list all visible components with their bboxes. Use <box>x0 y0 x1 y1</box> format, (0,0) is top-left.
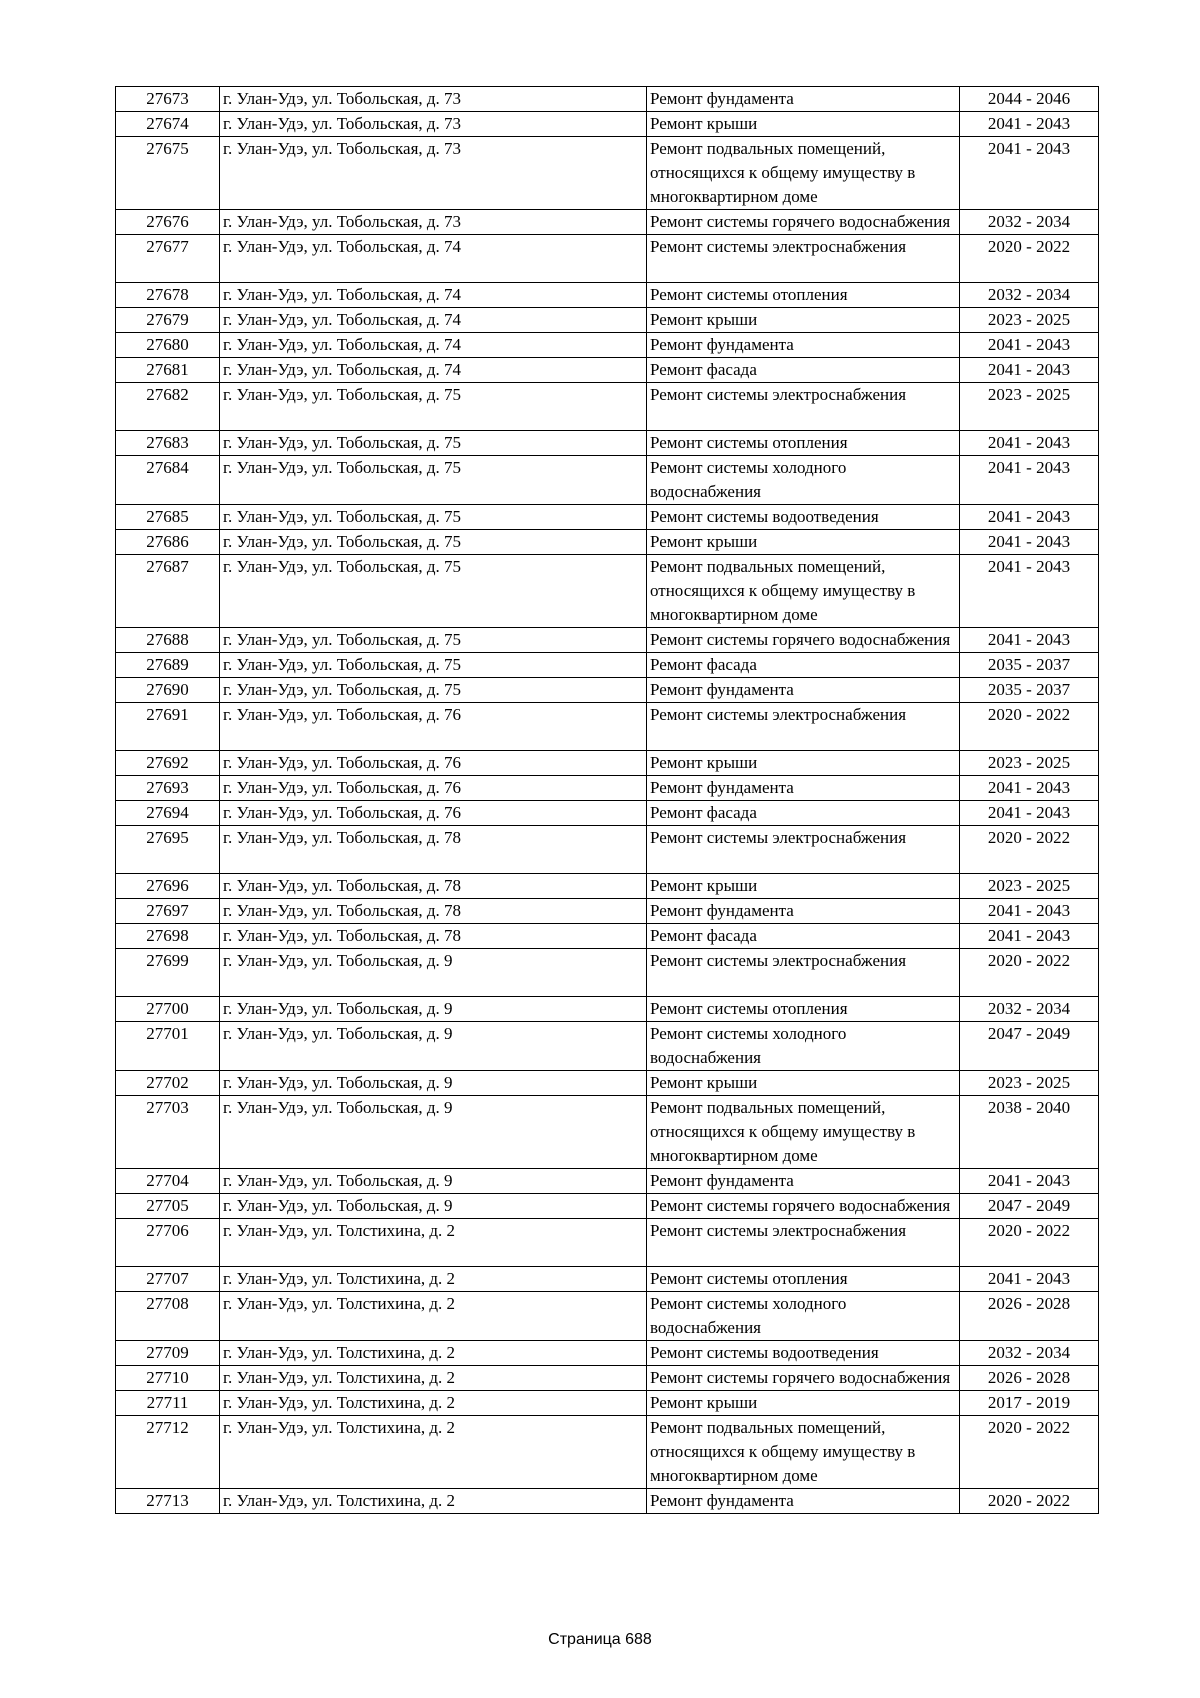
table-row <box>116 1416 1099 1489</box>
row-number-cell: 27681 <box>116 358 220 383</box>
period-cell: 2044 - 2046 <box>960 87 1099 112</box>
period-cell: 2047 - 2049 <box>960 1022 1099 1071</box>
address-cell: г. Улан-Удэ, ул. Тобольская, д. 73 <box>220 112 647 137</box>
row-number-cell: 27705 <box>116 1194 220 1219</box>
table-row <box>116 1169 1099 1194</box>
row-number-cell: 27674 <box>116 112 220 137</box>
table-row <box>116 333 1099 358</box>
work-type-cell: Ремонт подвальных помещений, относящихся к общему имуществу в многоквартирном доме <box>647 1416 960 1489</box>
work-type-cell: Ремонт фундамента <box>647 1489 960 1514</box>
table-row <box>116 776 1099 801</box>
row-number-cell: 27713 <box>116 1489 220 1514</box>
address-cell: г. Улан-Удэ, ул. Тобольская, д. 78 <box>220 924 647 949</box>
address-cell: г. Улан-Удэ, ул. Толстихина, д. 2 <box>220 1416 647 1489</box>
table-row <box>116 1096 1099 1169</box>
row-number-cell: 27692 <box>116 751 220 776</box>
period-cell: 2041 - 2043 <box>960 555 1099 628</box>
row-number-cell: 27680 <box>116 333 220 358</box>
work-type-cell: Ремонт фундамента <box>647 87 960 112</box>
address-cell: г. Улан-Удэ, ул. Тобольская, д. 74 <box>220 283 647 308</box>
period-cell: 2041 - 2043 <box>960 1169 1099 1194</box>
row-number-cell: 27696 <box>116 874 220 899</box>
address-cell: г. Улан-Удэ, ул. Тобольская, д. 73 <box>220 137 647 210</box>
address-cell: г. Улан-Удэ, ул. Тобольская, д. 76 <box>220 801 647 826</box>
table-row <box>116 1489 1099 1514</box>
work-type-cell: Ремонт системы отопления <box>647 1267 960 1292</box>
address-cell: г. Улан-Удэ, ул. Тобольская, д. 74 <box>220 308 647 333</box>
period-cell: 2032 - 2034 <box>960 997 1099 1022</box>
table-row <box>116 137 1099 210</box>
work-type-cell: Ремонт системы электроснабжения <box>647 383 960 431</box>
row-number-cell: 27712 <box>116 1416 220 1489</box>
work-type-cell: Ремонт системы горячего водоснабжения <box>647 210 960 235</box>
period-cell: 2023 - 2025 <box>960 874 1099 899</box>
period-cell: 2041 - 2043 <box>960 431 1099 456</box>
period-cell: 2023 - 2025 <box>960 1071 1099 1096</box>
table-row <box>116 431 1099 456</box>
table-row <box>116 1267 1099 1292</box>
work-type-cell: Ремонт системы отопления <box>647 431 960 456</box>
period-cell: 2041 - 2043 <box>960 456 1099 505</box>
work-type-cell: Ремонт системы водоотведения <box>647 1341 960 1366</box>
work-type-cell: Ремонт крыши <box>647 751 960 776</box>
work-type-cell: Ремонт подвальных помещений, относящихся к общему имуществу в многоквартирном доме <box>647 1096 960 1169</box>
address-cell: г. Улан-Удэ, ул. Толстихина, д. 2 <box>220 1366 647 1391</box>
period-cell: 2020 - 2022 <box>960 949 1099 997</box>
row-number-cell: 27695 <box>116 826 220 874</box>
work-type-cell: Ремонт системы горячего водоснабжения <box>647 1366 960 1391</box>
address-cell: г. Улан-Удэ, ул. Тобольская, д. 75 <box>220 653 647 678</box>
row-number-cell: 27701 <box>116 1022 220 1071</box>
work-type-cell: Ремонт крыши <box>647 874 960 899</box>
period-cell: 2020 - 2022 <box>960 235 1099 283</box>
period-cell: 2035 - 2037 <box>960 653 1099 678</box>
work-type-cell: Ремонт фасада <box>647 653 960 678</box>
row-number-cell: 27704 <box>116 1169 220 1194</box>
address-cell: г. Улан-Удэ, ул. Толстихина, д. 2 <box>220 1341 647 1366</box>
period-cell: 2047 - 2049 <box>960 1194 1099 1219</box>
address-cell: г. Улан-Удэ, ул. Тобольская, д. 78 <box>220 899 647 924</box>
address-cell: г. Улан-Удэ, ул. Тобольская, д. 9 <box>220 1194 647 1219</box>
period-cell: 2041 - 2043 <box>960 137 1099 210</box>
work-type-cell: Ремонт крыши <box>647 1391 960 1416</box>
table-row <box>116 1194 1099 1219</box>
address-cell: г. Улан-Удэ, ул. Тобольская, д. 9 <box>220 1096 647 1169</box>
period-cell: 2041 - 2043 <box>960 801 1099 826</box>
period-cell: 2020 - 2022 <box>960 1219 1099 1267</box>
address-cell: г. Улан-Удэ, ул. Тобольская, д. 9 <box>220 997 647 1022</box>
address-cell: г. Улан-Удэ, ул. Толстихина, д. 2 <box>220 1219 647 1267</box>
row-number-cell: 27689 <box>116 653 220 678</box>
period-cell: 2041 - 2043 <box>960 899 1099 924</box>
period-cell: 2041 - 2043 <box>960 530 1099 555</box>
period-cell: 2038 - 2040 <box>960 1096 1099 1169</box>
address-cell: г. Улан-Удэ, ул. Тобольская, д. 74 <box>220 358 647 383</box>
address-cell: г. Улан-Удэ, ул. Тобольская, д. 75 <box>220 628 647 653</box>
period-cell: 2041 - 2043 <box>960 333 1099 358</box>
work-type-cell: Ремонт системы водоотведения <box>647 505 960 530</box>
table-row <box>116 505 1099 530</box>
table-row <box>116 1071 1099 1096</box>
work-type-cell: Ремонт системы холодного водоснабжения <box>647 456 960 505</box>
address-cell: г. Улан-Удэ, ул. Тобольская, д. 76 <box>220 776 647 801</box>
row-number-cell: 27700 <box>116 997 220 1022</box>
table-row <box>116 358 1099 383</box>
row-number-cell: 27699 <box>116 949 220 997</box>
table-row <box>116 555 1099 628</box>
table-row <box>116 210 1099 235</box>
work-type-cell: Ремонт системы отопления <box>647 283 960 308</box>
work-type-cell: Ремонт крыши <box>647 530 960 555</box>
table-row <box>116 87 1099 112</box>
address-cell: г. Улан-Удэ, ул. Тобольская, д. 78 <box>220 826 647 874</box>
address-cell: г. Улан-Удэ, ул. Тобольская, д. 9 <box>220 1169 647 1194</box>
address-cell: г. Улан-Удэ, ул. Толстихина, д. 2 <box>220 1489 647 1514</box>
work-type-cell: Ремонт подвальных помещений, относящихся к общему имуществу в многоквартирном доме <box>647 555 960 628</box>
row-number-cell: 27710 <box>116 1366 220 1391</box>
work-type-cell: Ремонт фасада <box>647 924 960 949</box>
row-number-cell: 27676 <box>116 210 220 235</box>
table-row <box>116 112 1099 137</box>
row-number-cell: 27694 <box>116 801 220 826</box>
table-row <box>116 1292 1099 1341</box>
address-cell: г. Улан-Удэ, ул. Тобольская, д. 74 <box>220 235 647 283</box>
address-cell: г. Улан-Удэ, ул. Тобольская, д. 75 <box>220 456 647 505</box>
table-row <box>116 308 1099 333</box>
period-cell: 2023 - 2025 <box>960 308 1099 333</box>
work-type-cell: Ремонт крыши <box>647 112 960 137</box>
table-row <box>116 1366 1099 1391</box>
period-cell: 2020 - 2022 <box>960 703 1099 751</box>
work-type-cell: Ремонт фасада <box>647 358 960 383</box>
row-number-cell: 27685 <box>116 505 220 530</box>
work-type-cell: Ремонт фундамента <box>647 776 960 801</box>
work-type-cell: Ремонт фундамента <box>647 333 960 358</box>
table-row <box>116 874 1099 899</box>
table-row <box>116 456 1099 505</box>
work-type-cell: Ремонт системы электроснабжения <box>647 949 960 997</box>
period-cell: 2032 - 2034 <box>960 1341 1099 1366</box>
row-number-cell: 27693 <box>116 776 220 801</box>
work-type-cell: Ремонт крыши <box>647 308 960 333</box>
repair-schedule-table <box>115 86 1099 1514</box>
address-cell: г. Улан-Удэ, ул. Тобольская, д. 9 <box>220 1071 647 1096</box>
table-row <box>116 949 1099 997</box>
work-type-cell: Ремонт системы электроснабжения <box>647 1219 960 1267</box>
period-cell: 2032 - 2034 <box>960 210 1099 235</box>
row-number-cell: 27690 <box>116 678 220 703</box>
work-type-cell: Ремонт фундамента <box>647 1169 960 1194</box>
row-number-cell: 27682 <box>116 383 220 431</box>
table-body <box>116 87 1099 1514</box>
table-row <box>116 1341 1099 1366</box>
table-row <box>116 383 1099 431</box>
table-row <box>116 1022 1099 1071</box>
period-cell: 2020 - 2022 <box>960 1489 1099 1514</box>
work-type-cell: Ремонт фундамента <box>647 899 960 924</box>
work-type-cell: Ремонт системы отопления <box>647 997 960 1022</box>
address-cell: г. Улан-Удэ, ул. Тобольская, д. 75 <box>220 555 647 628</box>
work-type-cell: Ремонт подвальных помещений, относящихся к общему имуществу в многоквартирном доме <box>647 137 960 210</box>
work-type-cell: Ремонт системы холодного водоснабжения <box>647 1022 960 1071</box>
row-number-cell: 27691 <box>116 703 220 751</box>
address-cell: г. Улан-Удэ, ул. Тобольская, д. 75 <box>220 678 647 703</box>
row-number-cell: 27688 <box>116 628 220 653</box>
row-number-cell: 27706 <box>116 1219 220 1267</box>
address-cell: г. Улан-Удэ, ул. Тобольская, д. 9 <box>220 949 647 997</box>
address-cell: г. Улан-Удэ, ул. Тобольская, д. 78 <box>220 874 647 899</box>
row-number-cell: 27679 <box>116 308 220 333</box>
address-cell: г. Улан-Удэ, ул. Тобольская, д. 75 <box>220 383 647 431</box>
period-cell: 2023 - 2025 <box>960 751 1099 776</box>
address-cell: г. Улан-Удэ, ул. Тобольская, д. 75 <box>220 431 647 456</box>
address-cell: г. Улан-Удэ, ул. Толстихина, д. 2 <box>220 1391 647 1416</box>
row-number-cell: 27698 <box>116 924 220 949</box>
row-number-cell: 27683 <box>116 431 220 456</box>
work-type-cell: Ремонт системы горячего водоснабжения <box>647 628 960 653</box>
work-type-cell: Ремонт крыши <box>647 1071 960 1096</box>
address-cell: г. Улан-Удэ, ул. Тобольская, д. 75 <box>220 505 647 530</box>
period-cell: 2020 - 2022 <box>960 1416 1099 1489</box>
address-cell: г. Улан-Удэ, ул. Тобольская, д. 76 <box>220 751 647 776</box>
period-cell: 2023 - 2025 <box>960 383 1099 431</box>
table-row <box>116 826 1099 874</box>
row-number-cell: 27678 <box>116 283 220 308</box>
table-row <box>116 530 1099 555</box>
period-cell: 2041 - 2043 <box>960 112 1099 137</box>
table-row <box>116 678 1099 703</box>
period-cell: 2041 - 2043 <box>960 628 1099 653</box>
work-type-cell: Ремонт системы электроснабжения <box>647 826 960 874</box>
period-cell: 2017 - 2019 <box>960 1391 1099 1416</box>
table-row <box>116 751 1099 776</box>
row-number-cell: 27702 <box>116 1071 220 1096</box>
address-cell: г. Улан-Удэ, ул. Толстихина, д. 2 <box>220 1292 647 1341</box>
table-row <box>116 1391 1099 1416</box>
period-cell: 2035 - 2037 <box>960 678 1099 703</box>
address-cell: г. Улан-Удэ, ул. Тобольская, д. 74 <box>220 333 647 358</box>
address-cell: г. Улан-Удэ, ул. Толстихина, д. 2 <box>220 1267 647 1292</box>
period-cell: 2026 - 2028 <box>960 1292 1099 1341</box>
table-row <box>116 235 1099 283</box>
row-number-cell: 27709 <box>116 1341 220 1366</box>
period-cell: 2041 - 2043 <box>960 505 1099 530</box>
address-cell: г. Улан-Удэ, ул. Тобольская, д. 73 <box>220 87 647 112</box>
address-cell: г. Улан-Удэ, ул. Тобольская, д. 9 <box>220 1022 647 1071</box>
period-cell: 2041 - 2043 <box>960 776 1099 801</box>
row-number-cell: 27711 <box>116 1391 220 1416</box>
period-cell: 2020 - 2022 <box>960 826 1099 874</box>
row-number-cell: 27677 <box>116 235 220 283</box>
row-number-cell: 27707 <box>116 1267 220 1292</box>
work-type-cell: Ремонт системы горячего водоснабжения <box>647 1194 960 1219</box>
row-number-cell: 27703 <box>116 1096 220 1169</box>
row-number-cell: 27675 <box>116 137 220 210</box>
table-row <box>116 1219 1099 1267</box>
address-cell: г. Улан-Удэ, ул. Тобольская, д. 73 <box>220 210 647 235</box>
period-cell: 2041 - 2043 <box>960 358 1099 383</box>
table-row <box>116 703 1099 751</box>
table-row <box>116 653 1099 678</box>
table-row <box>116 899 1099 924</box>
address-cell: г. Улан-Удэ, ул. Тобольская, д. 76 <box>220 703 647 751</box>
table-row <box>116 283 1099 308</box>
table-row <box>116 628 1099 653</box>
row-number-cell: 27708 <box>116 1292 220 1341</box>
period-cell: 2026 - 2028 <box>960 1366 1099 1391</box>
page-number: Страница 688 <box>548 1631 652 1648</box>
row-number-cell: 27687 <box>116 555 220 628</box>
row-number-cell: 27673 <box>116 87 220 112</box>
period-cell: 2041 - 2043 <box>960 924 1099 949</box>
work-type-cell: Ремонт системы электроснабжения <box>647 235 960 283</box>
work-type-cell: Ремонт системы электроснабжения <box>647 703 960 751</box>
work-type-cell: Ремонт фасада <box>647 801 960 826</box>
period-cell: 2041 - 2043 <box>960 1267 1099 1292</box>
work-type-cell: Ремонт системы холодного водоснабжения <box>647 1292 960 1341</box>
row-number-cell: 27697 <box>116 899 220 924</box>
table-row <box>116 997 1099 1022</box>
work-type-cell: Ремонт фундамента <box>647 678 960 703</box>
row-number-cell: 27686 <box>116 530 220 555</box>
table-row <box>116 924 1099 949</box>
row-number-cell: 27684 <box>116 456 220 505</box>
table-row <box>116 801 1099 826</box>
address-cell: г. Улан-Удэ, ул. Тобольская, д. 75 <box>220 530 647 555</box>
period-cell: 2032 - 2034 <box>960 283 1099 308</box>
